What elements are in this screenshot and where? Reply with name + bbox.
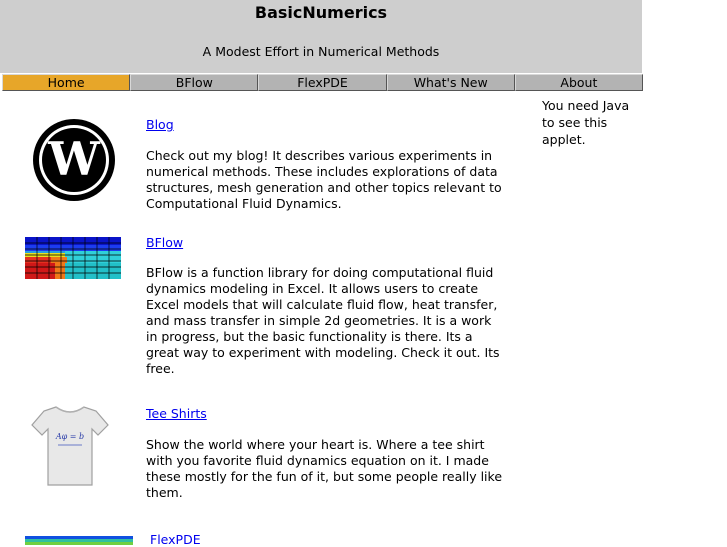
tee-shirts-description: Show the world where your heart is. Where a tee shirt with you favorite fluid dynamics equation on it. I made these mostly for the fun of it, but some people really like them. <box>146 437 503 500</box>
main-nav <box>2 74 643 91</box>
nav-tab-whats-new[interactable]: What's New <box>387 74 515 91</box>
nav-tab-about[interactable]: About <box>515 74 643 91</box>
bflow-description: BFlow is a function library for doing computational fluid dynamics modeling in Excel. It allows users to create Excel models that will calculate fluid flow, heat transfer, and mass transfer in simple 2d geometries. It is a work in progress, but the basic functionality is there. Its a great way to experiment with modeling. Check it out. Its free. <box>146 265 500 376</box>
site-title: BasicNumerics <box>254 3 388 22</box>
blog-link[interactable]: Blog <box>146 117 174 132</box>
blog-description: Check out my blog! It describes various experiments in numerical methods. These includes explorations of data structures, mesh generation and other topics relevant to Computational Fluid Dynamics. <box>146 148 502 211</box>
tee-shirt-thumbnail[interactable] <box>30 403 110 487</box>
tee-shirts-link[interactable]: Tee Shirts <box>146 406 207 421</box>
flexpde-thumbnail[interactable] <box>25 536 133 545</box>
wordpress-logo-icon[interactable] <box>32 118 116 202</box>
java-applet-notice: You need Java to see this applet. <box>542 98 630 147</box>
svg-text:W: W <box>48 132 100 186</box>
header-banner <box>0 0 642 73</box>
site-subtitle: A Modest Effort in Numerical Methods <box>202 44 440 59</box>
shirt-equation: Aφ = b <box>55 432 85 441</box>
flexpde-link[interactable]: FlexPDE <box>150 532 201 547</box>
nav-tab-home[interactable]: Home <box>2 74 130 91</box>
flow-grid-thumbnail[interactable] <box>25 237 121 279</box>
nav-tab-flexpde[interactable]: FlexPDE <box>258 74 386 91</box>
nav-tab-bflow[interactable]: BFlow <box>130 74 258 91</box>
bflow-link[interactable]: BFlow <box>146 235 184 250</box>
